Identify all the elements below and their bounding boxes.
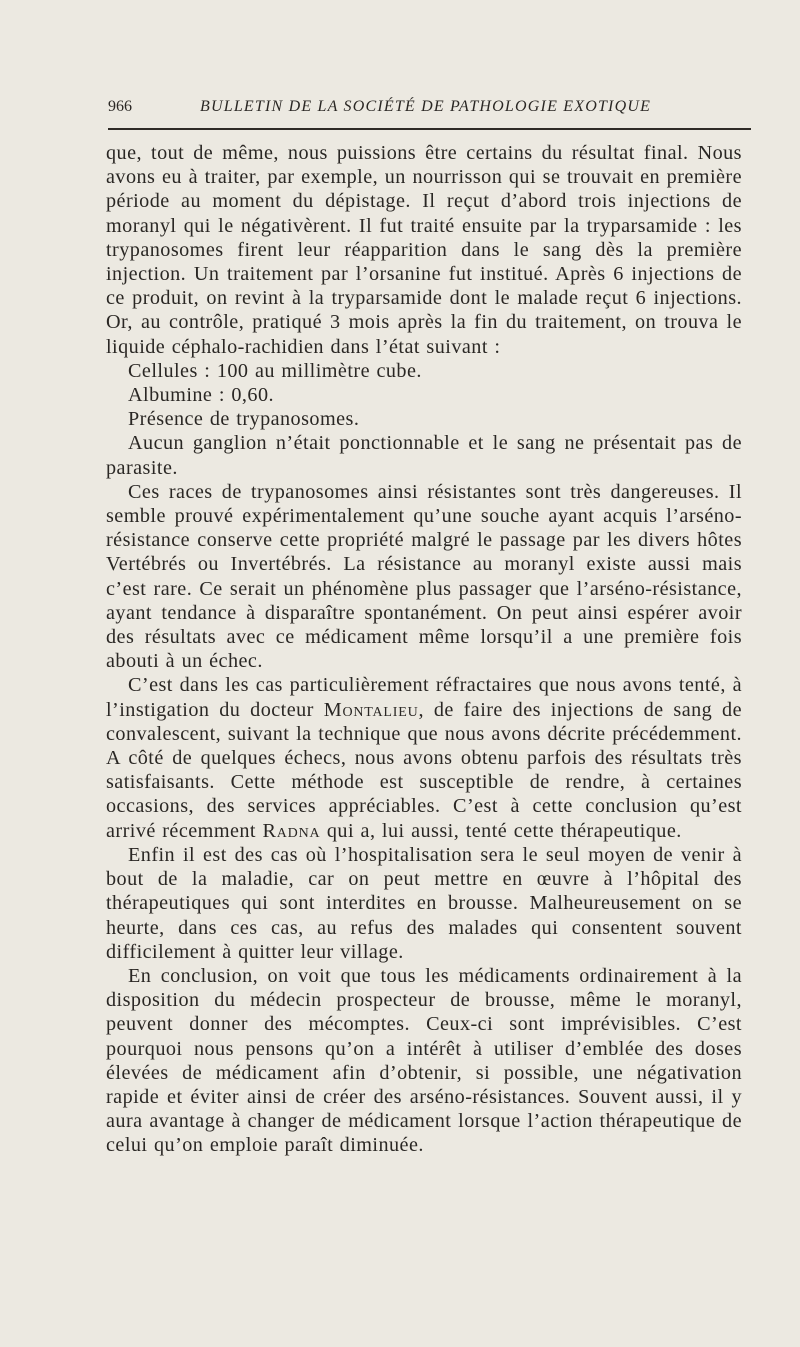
paragraph: Aucun ganglion n’était ponctionnable et le sang ne présentait pas de parasite.	[106, 432, 742, 479]
paragraph: Enfin il est des cas où l’hospitalisation sera le seul moyen de venir à bout de la maladie, car on peut mettre en œuvre à l’hôpital des thérapeutiques qui sont interdites en brousse. Malheureusement on se heurte, dans ces cas, au refus des malades qui consentent souvent difficilement à quitter leur village.	[106, 843, 742, 963]
journal-title: BULLETIN DE LA SOCIÉTÉ DE PATHOLOGIE EXOTIQUE	[200, 98, 652, 115]
csf-albumin-line: Albumine : 0,60.	[128, 384, 275, 407]
paragraph-text: , de faire des injections de sang de convalescent, suivant la technique que nous avons décrite précédemment. A côté de quelques échecs, nous avons obtenu parfois des résultats très satisfaisants. Cette méthode est susceptible de rendre, à certaines occasions, des services appréciables. C’est à cette conclusion qu’est arrivé récemment	[106, 698, 742, 842]
header-rule	[108, 128, 751, 130]
paragraph-text: C’est dans les cas particulièrement réfractaires que nous avons tenté, à l’instigation du docteur	[106, 674, 742, 721]
author-name-radna: Radna	[262, 819, 321, 842]
csf-cells-line: Cellules : 100 au millimètre cube.	[128, 359, 422, 382]
body-text	[106, 141, 742, 1158]
paragraph: En conclusion, on voit que tous les médicaments ordinairement à la disposition du médecin prospecteur de brousse, même le moranyl, peuvent donner des mécomptes. Ceux-ci sont imprévisibles. C’est pourquoi nous pensons qu’on a intérêt à utiliser d’emblée des doses élevées de médicament afin d’obtenir, si possible, une négativation rapide et éviter ainsi de créer des arséno-résistances. Souvent aussi, il y aura avantage à changer de médicament lorsque l’action thérapeutique de celui qu’on emploie paraît diminuée.	[106, 964, 742, 1157]
csf-trypanosomes-line: Présence de trypanosomes.	[128, 408, 360, 431]
paragraph: Ces races de trypanosomes ainsi résistantes sont très dangereuses. Il semble prouvé expérimentalement qu’une souche ayant acquis l’arséno-résistance conserve cette propriété malgré le passage par les divers hôtes Vertébrés ou Invertébrés. La résistance au moranyl existe aussi mais c’est rare. Ce serait un phénomène plus passager que l’arséno-résistance, ayant tendance à disparaître spontanément. On peut ainsi espérer avoir des résultats avec ce médicament même lorsqu’il a une première fois abouti à un échec.	[106, 480, 742, 673]
page-number: 966	[108, 98, 132, 115]
author-name-montalieu: Montalieu	[323, 698, 419, 721]
paragraph: que, tout de même, nous puissions être certains du résultat final. Nous avons eu à traiter, par exemple, un nourrisson qui se trouvait en première période au moment du dépistage. Il reçut d’abord trois injections de moranyl qui le négativèrent. Il fut traité ensuite par la tryparsamide : les trypanosomes firent leur réapparition dans le sang dès la première injection. Un traitement par l’orsanine fut institué. Après 6 injections de ce produit, on revint à la tryparsamide dont le malade reçut 6 injections. Or, au contrôle, pratiqué 3 mois après la fin du traitement, on trouva le liquide céphalo-rachidien dans l’état suivant :	[106, 142, 742, 358]
paragraph	[106, 673, 742, 842]
paragraph-text: qui a, lui aussi, tenté cette thérapeutique.	[320, 819, 682, 842]
